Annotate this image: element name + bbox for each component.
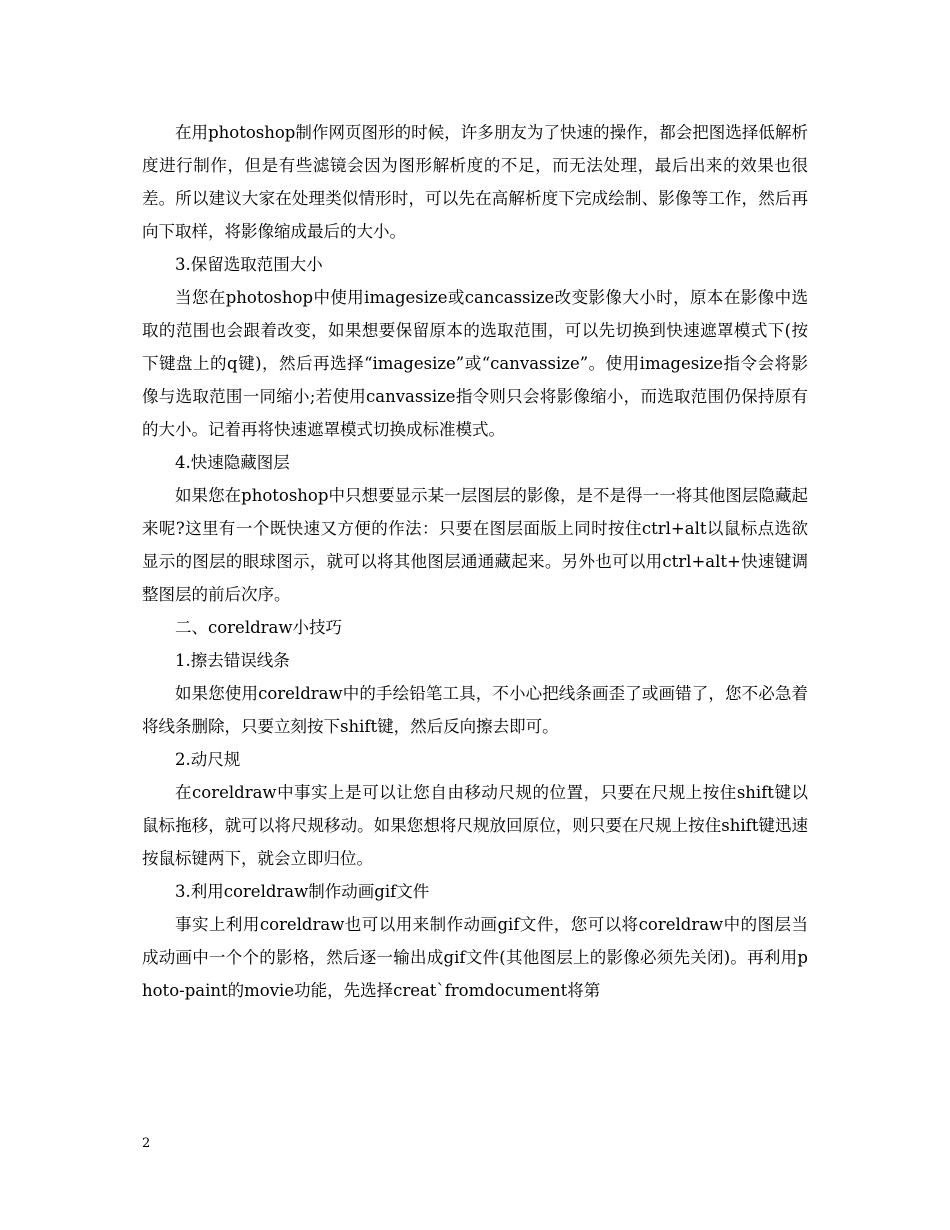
heading-gif-animation: 3.利用coreldraw制作动画gif文件 bbox=[175, 882, 430, 901]
page-number: 2 bbox=[142, 1136, 151, 1151]
paragraph-move-ruler: 在coreldraw中事实上是可以让您自由移动尺规的位置，只要在尺规上按住shift键以鼠标拖移，就可以将尺规移动。如果您想将尺规放回原位，则只要在尺规上按住shift键迅速按鼠标键两下，就会立即归位。 bbox=[142, 783, 808, 868]
paragraph-keep-selection-size: 当您在photoshop中使用imagesize或cancassize改变影像大小时，原本在影像中选取的范围也会跟着改变，如果想要保留原本的选取范围，可以先切换到快速遮罩模式下(按下键盘上的q键)，然后再选择“imagesize”或“canvassize”。使用imagesize指令会将影像与选取范围一同缩小;若使用canvassize指令则只会将影像缩小，而选取范围仍保持原有的大小。记着再将快速遮罩模式切换成标准模式。 bbox=[142, 288, 808, 439]
heading-quick-hide-layers: 4.快速隐藏图层 bbox=[175, 453, 290, 472]
heading-erase-wrong-lines: 1.擦去错误线条 bbox=[175, 651, 290, 670]
heading-keep-selection-size: 3.保留选取范围大小 bbox=[175, 255, 323, 274]
paragraph-quick-hide-layers: 如果您在photoshop中只想要显示某一层图层的影像，是不是得一一将其他图层隐藏起来呢?这里有一个既快速又方便的作法：只要在图层面版上同时按住ctrl+alt以鼠标点选欲显示的图层的眼球图示，就可以将其他图层通通藏起来。另外也可以用ctrl+alt+快速键调整图层的前后次序。 bbox=[142, 486, 808, 604]
paragraph-erase-wrong-lines: 如果您使用coreldraw中的手绘铅笔工具，不小心把线条画歪了或画错了，您不必急着将线条删除，只要立刻按下shift键，然后反向擦去即可。 bbox=[142, 684, 808, 736]
heading-move-ruler: 2.动尺规 bbox=[175, 750, 241, 769]
section-heading-coreldraw-tips: 二、coreldraw小技巧 bbox=[175, 618, 343, 637]
body-text bbox=[142, 116, 808, 1007]
paragraph-gif-animation: 事实上利用coreldraw也可以用来制作动画gif文件，您可以将coreldraw中的图层当成动画中一个个的影格，然后逐一输出成gif文件(其他图层上的影像必须先关闭)。再利用photo-paint的movie功能，先选择creat`fromdocument将第 bbox=[142, 915, 808, 1000]
paragraph-photoshop-resolution: 在用photoshop制作网页图形的时候，许多朋友为了快速的操作，都会把图选择低解析度进行制作，但是有些滤镜会因为图形解析度的不足，而无法处理，最后出来的效果也很差。所以建议大家在处理类似情形时，可以先在高解析度下完成绘制、影像等工作，然后再向下取样，将影像缩成最后的大小。 bbox=[142, 123, 808, 241]
